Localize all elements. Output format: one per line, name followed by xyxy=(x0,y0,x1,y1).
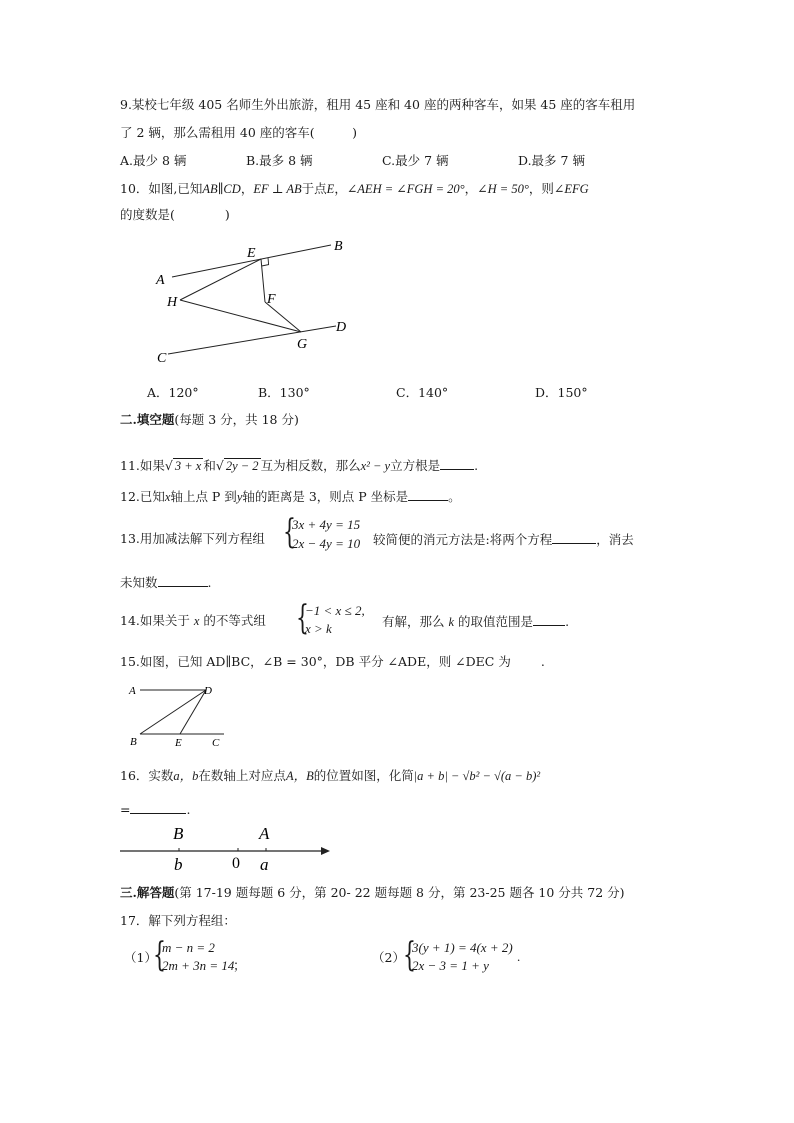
axis-label-b: b xyxy=(174,855,183,872)
q14-ineq2: x > k xyxy=(305,621,332,636)
q10-efg: EFG xyxy=(564,182,589,196)
q11-radical-1: 3 + x xyxy=(174,459,202,473)
q14-answer-blank[interactable] xyxy=(533,612,565,626)
q10-sep3: ， xyxy=(464,181,478,196)
q10-angles: ∠AEH = ∠FGH = 20° xyxy=(346,182,465,196)
q12-x: x xyxy=(164,490,171,504)
q14-prefix: 14.如果关于 xyxy=(120,613,190,628)
q13-answer-blank-2[interactable] xyxy=(158,573,208,587)
q12-answer-blank[interactable] xyxy=(408,487,448,501)
q13-eq1: 3x + 4y = 15 xyxy=(292,517,361,532)
q9-option-b: B.最多 8 辆 xyxy=(246,153,313,168)
section-2-heading xyxy=(120,411,299,429)
q10-option-d: D．150° xyxy=(535,385,588,400)
q17-p2-eq2: 2x − 3 = 1 + y xyxy=(412,958,489,973)
q11-mid: 互为相反数，那么 xyxy=(260,458,361,473)
q17-p1-eq2: 2m + 3n = 14 xyxy=(162,958,235,973)
q10-point-e: E xyxy=(326,182,335,196)
label-e: E xyxy=(247,246,256,261)
q11-line: 11.如果√ 3 + x 和√ 2y − 2 互为相反数，那么x² − y立方根是 . xyxy=(120,458,479,473)
q15-label-c: C xyxy=(212,737,220,749)
q16-end: . xyxy=(186,802,191,817)
q11-answer-blank[interactable] xyxy=(440,456,474,470)
q15-label-d: D xyxy=(204,685,212,697)
q14-end: . xyxy=(565,614,570,629)
q10-perp: EF ⊥ AB xyxy=(253,182,302,196)
q15-end: . xyxy=(540,654,545,669)
q17-p1-brace: { xyxy=(153,935,166,975)
segment-eh xyxy=(180,259,261,300)
q10-sep1: ， xyxy=(240,181,254,196)
axis-label-a: a xyxy=(260,855,269,872)
q9-option-c: C.最少 7 辆 xyxy=(382,153,449,168)
q10-prefix: 10．如图,已知 xyxy=(120,181,203,196)
label-h: H xyxy=(167,295,178,310)
q10-tail: ，则∠ xyxy=(528,181,565,196)
label-g: G xyxy=(297,337,308,352)
q16-reals: a，b xyxy=(173,769,199,783)
q14-ask: 的取值范围是 xyxy=(458,614,534,629)
section-2-note: (每题 3 分，共 18 分) xyxy=(174,412,299,427)
q10-option-b: B．130° xyxy=(258,385,310,400)
q17-p1-end: ； xyxy=(233,958,247,973)
label-d: D xyxy=(336,320,347,335)
q10-sep2: ， xyxy=(334,181,347,196)
q11-end: . xyxy=(474,458,479,473)
q11-prefix: 11.如果 xyxy=(120,458,165,473)
q9-option-a: A.最少 8 辆 xyxy=(120,153,187,168)
q10-angle-h: ∠H = 50° xyxy=(477,182,529,196)
q17-p2-label: （2） xyxy=(372,950,405,965)
q17-p1-eq1: m − n = 2 xyxy=(162,940,215,955)
q10-line1 xyxy=(120,180,589,198)
q16-mid: 在数轴上对应点 xyxy=(198,768,286,783)
q12-y: y xyxy=(236,490,243,504)
q15-label-b: B xyxy=(130,736,137,748)
q12-ask: 轴的距离是 3，则点 P 坐标是 xyxy=(242,489,409,504)
q14-mid: 的不等式组 xyxy=(203,613,266,628)
q11-ask: 立方根是 xyxy=(390,458,441,473)
q11-and: 和 xyxy=(203,458,216,473)
section-3-title: 三.解答题 xyxy=(120,885,175,900)
q12-prefix: 12.已知 xyxy=(120,489,165,504)
label-c: C xyxy=(157,351,167,366)
q10-option-c: C．140° xyxy=(396,385,449,400)
axis-label-B: B xyxy=(173,824,184,843)
q12-end: 。 xyxy=(448,489,461,504)
q12-mid: 轴上点 P 到 xyxy=(170,489,237,504)
q13-line2 xyxy=(120,573,212,592)
q10-parallel: AB∥CD xyxy=(202,182,241,196)
axis-arrow-icon xyxy=(321,847,330,855)
segment-hg xyxy=(180,300,301,332)
q16-prefix: 16．实数 xyxy=(120,768,174,783)
q13-system xyxy=(283,514,373,554)
q17-p2-brace: { xyxy=(403,935,416,975)
q17-title: 17．解下列方程组： xyxy=(120,913,236,928)
line-cd xyxy=(168,326,336,354)
segment-bd xyxy=(140,690,206,734)
q16-number-line xyxy=(118,820,334,872)
q14-has-solution: 有解，那么 xyxy=(382,614,445,629)
q14-system xyxy=(296,600,380,640)
axis-label-A: A xyxy=(259,824,270,843)
section-3-note: (第 17-19 题每题 6 分，第 20- 22 题每题 8 分，第 23-25 题各 10 分共 72 分) xyxy=(174,885,625,900)
q14-x: x xyxy=(193,614,200,628)
q13-answer-blank-1[interactable] xyxy=(552,530,596,544)
q13-end: . xyxy=(207,575,212,590)
q16-line2 xyxy=(120,800,190,819)
q15-figure xyxy=(126,680,236,752)
q13-eliminate: ，消去 xyxy=(596,532,634,547)
q15-label-e: E xyxy=(175,737,182,749)
q13-line-mid xyxy=(373,530,634,549)
q15-label-a: A xyxy=(129,685,136,697)
q9-line2: 了 2 辆，那么需租用 40 座的客车( ) xyxy=(120,125,358,140)
q15-line xyxy=(120,653,545,671)
q12-line xyxy=(120,487,461,506)
q17-p2-eq1: 3(y + 1) = 4(x + 2) xyxy=(412,940,513,955)
section-3-heading xyxy=(120,884,625,902)
q16-answer-blank[interactable] xyxy=(130,800,186,814)
q9-option-d: D.最多 7 辆 xyxy=(518,153,585,168)
label-a: A xyxy=(156,273,165,288)
q14-brace: { xyxy=(296,598,309,638)
q17-p2-end: . xyxy=(517,949,521,964)
q14-line-a xyxy=(120,612,266,630)
q11-expression: x² − y xyxy=(360,459,391,473)
segment-de xyxy=(180,690,206,734)
q10-line2: 的度数是( ) xyxy=(120,207,230,222)
q16-line xyxy=(120,767,540,785)
section-2-title: 二.填空题 xyxy=(120,412,175,427)
q10-figure xyxy=(140,232,360,368)
q17-p2-system xyxy=(403,937,533,977)
q10-option-a: A．120° xyxy=(147,385,199,400)
q11-radical-2: 2y − 2 xyxy=(225,459,259,473)
q13-method: 较简便的消元方法是:将两个方程 xyxy=(373,532,553,547)
label-f: F xyxy=(267,292,276,307)
q16-points: A，B xyxy=(285,769,314,783)
q16-simplify: 的位置如图，化简 xyxy=(313,768,414,783)
q10-foot: 于点 xyxy=(301,181,327,196)
q16-equals: = xyxy=(120,802,131,817)
axis-label-zero: 0 xyxy=(232,855,240,872)
q14-k: k xyxy=(448,615,455,629)
q17-p1-label: （1） xyxy=(124,950,157,965)
label-b: B xyxy=(334,239,343,254)
q14-ineq1: −1 < x ≤ 2, xyxy=(305,603,365,618)
q9-line1: 9.某校七年级 405 名师生外出旅游，租用 45 座和 40 座的两种客车，如果 45 座的客车租用 xyxy=(120,97,636,112)
q13-brace: { xyxy=(283,512,296,552)
q13-eq2: 2x − 4y = 10 xyxy=(292,536,361,551)
q13-prefix: 13.用加减法解下列方程组 xyxy=(120,531,265,546)
q14-line-b xyxy=(382,612,569,631)
q13-unknown: 未知数 xyxy=(120,575,158,590)
q15-text: 15.如图，已知 AD∥BC，∠B = 30°，DB 平分 ∠ADE，则 ∠DEC 为 xyxy=(120,654,511,669)
q16-expression: |a + b| − √b² − √(a − b)² xyxy=(413,769,541,783)
q17-p1-system xyxy=(153,937,253,977)
